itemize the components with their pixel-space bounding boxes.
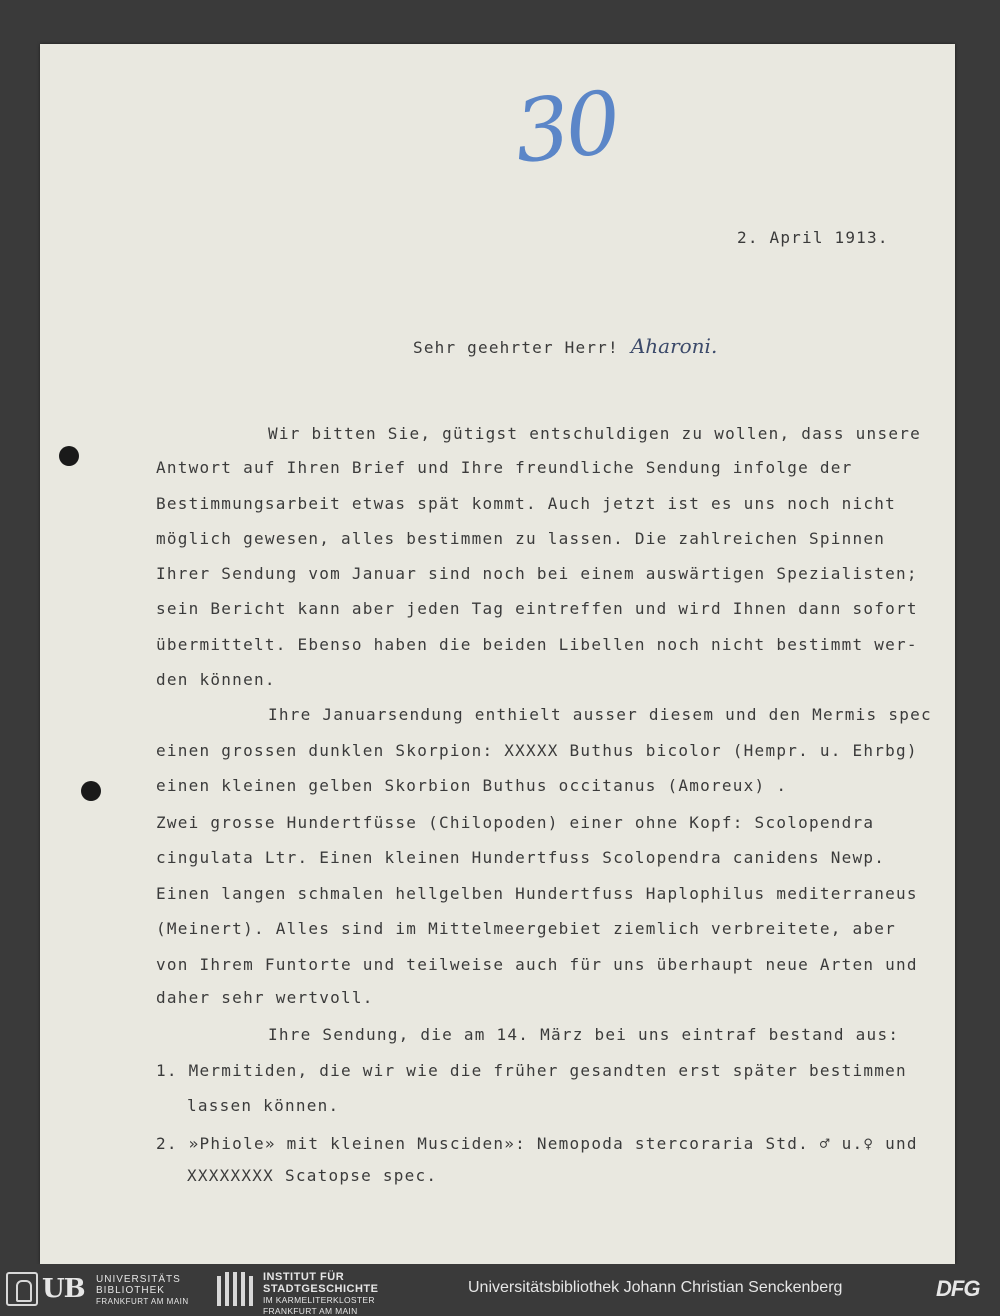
body-line: einen kleinen gelben Skorbion Buthus occitanus (Amoreux) .: [156, 776, 788, 795]
body-line: Wir bitten Sie, gütigst entschuldigen zu wollen, dass unsere: [268, 424, 921, 443]
salutation: [413, 334, 717, 358]
handwritten-page-number: 30: [510, 72, 622, 184]
list-item: 2. »Phiole» mit kleinen Musciden»: Nemopoda stercoraria Std. ♂ u.♀ und: [156, 1134, 918, 1153]
punch-hole-top: [59, 446, 79, 466]
punch-hole-bottom: [81, 781, 101, 801]
dfg-logo: DFG: [936, 1276, 980, 1301]
salutation-text: Sehr geehrter Herr!: [413, 338, 619, 357]
body-line: Ihre Januarsendung enthielt ausser diesem und den Mermis spec: [268, 705, 932, 724]
list-item-continuation: XXXXXXXX Scatopse spec.: [187, 1166, 438, 1185]
handwritten-name: Aharoni.: [630, 334, 718, 358]
body-line: Einen langen schmalen hellgelben Hundertfuss Haplophilus mediterraneus: [156, 884, 918, 903]
letter-date: 2. April 1913.: [737, 228, 889, 247]
body-line: (Meinert). Alles sind im Mittelmeergebiet ziemlich verbreitete, aber: [156, 919, 897, 938]
body-line: daher sehr wertvoll.: [156, 988, 374, 1007]
ub-logo-text: UNIVERSITÄTS BIBLIOTHEK FRANKFURT AM MAIN: [96, 1274, 189, 1306]
body-line: Ihre Sendung, die am 14. März bei uns eintraf bestand aus:: [268, 1025, 900, 1044]
list-item: 1. Mermitiden, die wir wie die früher gesandten erst später bestimmen: [156, 1061, 907, 1080]
body-line: Zwei grosse Hundertfüsse (Chilopoden) einer ohne Kopf: Scolopendra: [156, 813, 875, 832]
body-line: einen grossen dunklen Skorpion: XXXXX Buthus bicolor (Hempr. u. Ehrbg): [156, 741, 918, 760]
footer-bar: [0, 1264, 1000, 1316]
library-name: Universitätsbibliothek Johann Christian Senckenberg: [468, 1279, 843, 1296]
ub-crest-icon: [6, 1272, 38, 1306]
body-line: den können.: [156, 670, 276, 689]
body-line: Antwort auf Ihren Brief und Ihre freundliche Sendung infolge der: [156, 458, 853, 477]
body-line: Bestimmungsarbeit etwas spät kommt. Auch jetzt ist es uns noch nicht: [156, 494, 897, 513]
body-line: cingulata Ltr. Einen kleinen Hundertfuss Scolopendra canidens Newp.: [156, 848, 886, 867]
body-line: übermittelt. Ebenso haben die beiden Libellen noch nicht bestimmt wer-: [156, 635, 918, 654]
institute-logo-text: INSTITUT FÜR STADTGESCHICHTE IM KARMELITERKLOSTER FRANKFURT AM MAIN: [263, 1271, 379, 1316]
body-line: sein Bericht kann aber jeden Tag eintreffen und wird Ihnen dann sofort: [156, 599, 918, 618]
body-line: Ihrer Sendung vom Januar sind noch bei einem auswärtigen Spezialisten;: [156, 564, 918, 583]
body-line: möglich gewesen, alles bestimmen zu lassen. Die zahlreichen Spinnen: [156, 529, 886, 548]
list-item-continuation: lassen können.: [187, 1096, 340, 1115]
ub-mark: UB: [42, 1274, 85, 1304]
institute-columns-icon: [215, 1272, 253, 1306]
letter-page: [40, 44, 955, 1264]
body-line: von Ihrem Funtorte und teilweise auch für uns überhaupt neue Arten und: [156, 955, 918, 974]
